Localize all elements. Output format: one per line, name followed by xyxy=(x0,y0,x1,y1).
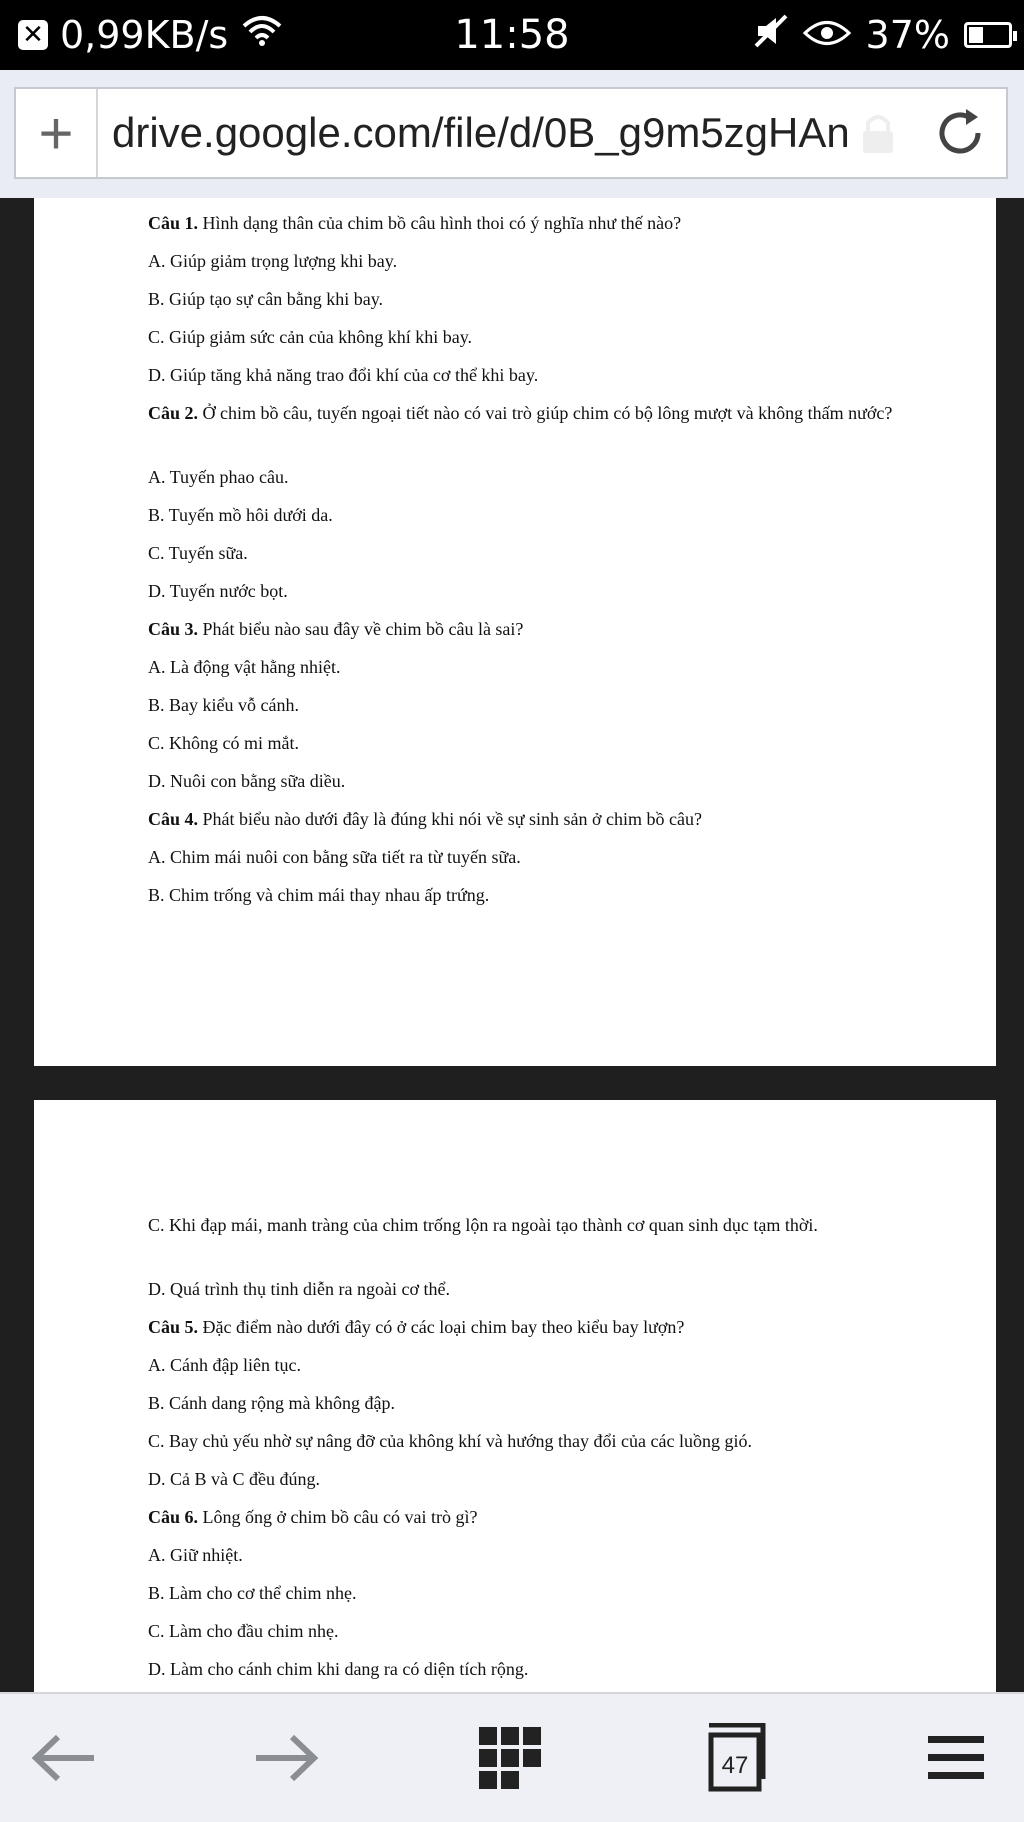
answer-line: C. Làm cho đầu chim nhẹ. xyxy=(148,1621,339,1641)
battery-percent: 37% xyxy=(865,13,950,57)
close-notification-icon: ✕ xyxy=(18,20,48,50)
question-4: Câu 4. Phát biểu nào dưới đây là đúng khi nói về sự sinh sản ở chim bồ câu? xyxy=(148,809,702,829)
question-1: Câu 1. Hình dạng thân của chim bồ câu hình thoi có ý nghĩa như thế nào? xyxy=(148,213,682,233)
answer-line: C. Tuyến sữa. xyxy=(148,543,248,563)
tabs-icon[interactable] xyxy=(676,1694,796,1822)
eye-icon xyxy=(802,13,852,57)
address-bar[interactable] xyxy=(14,87,1008,179)
forward-arrow-icon[interactable] xyxy=(226,1694,346,1822)
question-5: Câu 5. Đặc điểm nào dưới đây có ở các loại chim bay theo kiểu bay lượn? xyxy=(148,1317,685,1337)
tab-count: 47 xyxy=(721,1752,749,1779)
grid-icon[interactable] xyxy=(450,1694,570,1822)
plus-icon[interactable]: + xyxy=(16,89,98,177)
answer-line: C. Không có mi mắt. xyxy=(148,733,299,753)
answer-line: B. Cánh dang rộng mà không đập. xyxy=(148,1393,395,1413)
answer-line: C. Bay chủ yếu nhờ sự nâng đỡ của không khí và hướng thay đổi của các luồng gió. xyxy=(148,1431,752,1451)
wifi-icon xyxy=(240,13,284,57)
answer-line: D. Làm cho cánh chim khi dang ra có diện tích rộng. xyxy=(148,1659,529,1679)
question-3: Câu 3. Phát biểu nào sau đây về chim bồ câu là sai? xyxy=(148,619,524,639)
answer-line: A. Giữ nhiệt. xyxy=(148,1545,243,1565)
mute-icon xyxy=(754,13,788,57)
answer-line: C. Khi đạp mái, manh tràng của chim trống lộn ra ngoài tạo thành cơ quan sinh dục tạm thời. xyxy=(148,1215,818,1235)
battery-icon xyxy=(964,22,1012,48)
clock: 11:58 xyxy=(454,12,570,58)
answer-line: C. Giúp giảm sức cản của không khí khi bay. xyxy=(148,327,473,347)
document-page-1 xyxy=(34,198,996,1066)
answer-line: D. Cả B và C đều đúng. xyxy=(148,1469,320,1489)
battery-fill xyxy=(969,27,983,43)
status-right xyxy=(754,0,1012,70)
back-arrow-icon[interactable] xyxy=(4,1694,124,1822)
answer-line: A. Tuyến phao câu. xyxy=(148,467,289,487)
answer-line: A. Giúp giảm trọng lượng khi bay. xyxy=(148,251,398,271)
status-bar xyxy=(0,0,1024,70)
answer-line: D. Quá trình thụ tinh diễn ra ngoài cơ thể. xyxy=(148,1279,450,1299)
answer-line: B. Giúp tạo sự cân bằng khi bay. xyxy=(148,289,384,309)
lock-icon xyxy=(856,111,900,155)
answer-line: B. Tuyến mồ hôi dưới da. xyxy=(148,505,333,525)
answer-line: A. Cánh đập liên tục. xyxy=(148,1355,301,1375)
browser-toolbar xyxy=(0,70,1024,198)
answer-line: A. Là động vật hằng nhiệt. xyxy=(148,657,341,677)
answer-line: D. Giúp tăng khả năng trao đổi khí của cơ thể khi bay. xyxy=(148,365,539,385)
answer-line: B. Làm cho cơ thể chim nhẹ. xyxy=(148,1583,357,1603)
status-left xyxy=(18,0,284,70)
menu-icon[interactable] xyxy=(896,1694,1016,1822)
answer-line: B. Chim trống và chim mái thay nhau ấp trứng. xyxy=(148,885,490,905)
answer-line: D. Tuyến nước bọt. xyxy=(148,581,288,601)
question-6: Câu 6. Lông ống ở chim bồ câu có vai trò gì? xyxy=(148,1507,478,1527)
question-2: Câu 2. Ở chim bồ câu, tuyến ngoại tiết nào có vai trò giúp chim có bộ lông mượt và không thấm nước? xyxy=(148,403,893,423)
answer-line: B. Bay kiểu vỗ cánh. xyxy=(148,695,299,715)
network-speed: 0,99KB/s xyxy=(60,13,229,57)
reload-icon[interactable] xyxy=(920,105,1000,161)
url-text[interactable]: drive.google.com/file/d/0B_g9m5zgHAn xyxy=(112,109,850,156)
bottom-navigation-bar xyxy=(0,1692,1024,1822)
answer-line: D. Nuôi con bằng sữa diều. xyxy=(148,771,346,791)
answer-line: A. Chim mái nuôi con bằng sữa tiết ra từ tuyến sữa. xyxy=(148,847,521,867)
